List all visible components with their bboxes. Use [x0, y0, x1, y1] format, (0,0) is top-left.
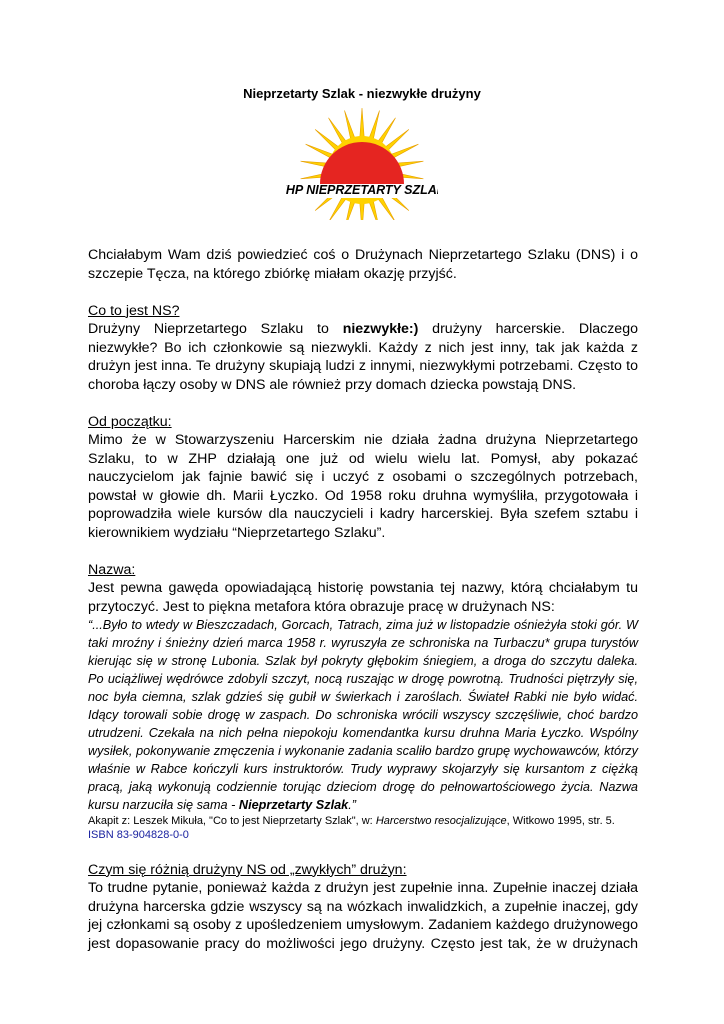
sun-ray	[360, 108, 365, 140]
text-fragment: drużyny harcerskie. Dlaczego niezwykłe? Bo ich członkowie są niezwykli. Każdy z nich jest inny, tak jak każda z drużyn jest inna. Te drużyny skupiają ludzi z innymi, niezwykłymi potrzebami. Często to choroba łączy osoby w DNS ale również przy domach dziecka powstają DNS.	[88, 321, 638, 393]
quote-text: “...Było to wtedy w Bieszczadach, Gorcach, Tatrach, zima już w listopadzie ośnieżyła stoki gór. W taki mroźny i śnieżny dzień marca 1958 r. wyruszyła ze schroniska na Turbaczu* grupa turystów kierując się w stronę Lubonia. Szlak był pokryty głębokim śniegiem, a droga do szczytu daleka. Po uciążliwej wędrówce zdobyli szczyt, nocą ruszając w drogę powrotną. Trudności piętrzyły się, noc była ciemna, szlak gdzieś się gubił w świerkach i zaroślach. Świateł Rabki nie było widać. Idący torowali sobie drogę w zaspach. Do schroniska wrócili wszyscy szczęśliwie, choć bardzo utrudzeni. Czekała na nich pełna niepokoju komendantka kursu druhna Maria Łyczko. Wspólny wysiłek, pokonywanie zmęczenia i wykonanie zadania scaliło bardzo grupę wychowawców, którzy właśnie w Rabce kończyli kurs instruktorów. Trudy wyprawy skojarzyły się kursantom z ciężką pracą, jaką wykonują codziennie torując dzieciom drogę do pełnowartościowego życia. Nazwa kursu narzuciła się sama -	[88, 618, 638, 812]
document-body	[88, 246, 638, 953]
red-sun-disc	[320, 142, 404, 184]
section-name-text: Jest pewna gawęda opowiadającą historię powstania tej nazwy, którą chciałabym tu przytoczyć. Jest to piękna metafora która obrazuje pracę w drużynach NS:	[88, 580, 638, 615]
citation-source: Harcerstwo resocjalizujące	[375, 815, 507, 827]
zhp-nieprzetarty-szlak-logo	[286, 106, 438, 220]
bold-fragment: niezwykłe:)	[342, 321, 419, 337]
isbn-link[interactable]: ISBN 83-904828-0-0	[88, 829, 189, 841]
quote-end: .”	[348, 798, 356, 812]
section-what-is-ns-text	[88, 320, 638, 394]
intro-paragraph: Chciałabym Wam dziś powiedzieć coś o Drużynach Nieprzetartego Szlaku (DNS) i o szczepie Tęcza, na którego zbiórkę miałam okazję przyjść.	[88, 247, 638, 282]
logo-text: ZHP NIEPRZETARTY SZLAK	[286, 183, 438, 197]
section-from-beginning-text: Mimo że w Stowarzyszeniu Harcerskim nie działa żadna drużyna Nieprzetartego Szlaku, to w ZHP działają one już od wielu wielu lat. Pomysł, aby pokazać nauczycielom jak fajnie bawić się i uczyć z osobami o szczególnych potrzebach, powstał w głowie dh. Marii Łyczko. Od 1958 roku druhna wymyśliła, przygotowała i poprowadziła wiele kursów dla nauczycieli i kadry harcerskiej. Była szefem sztabu i kierownikiem wydziału “Nieprzetartego Szlaku”.	[88, 432, 638, 541]
citation-prefix: Akapit z: Leszek Mikuła, "Co to jest Nieprzetarty Szlak", w:	[88, 815, 376, 827]
text-fragment: Drużyny Nieprzetartego Szlaku to	[88, 321, 343, 337]
section-heading-what-is-ns: Co to jest NS?	[88, 302, 180, 319]
section-heading-name: Nazwa:	[88, 561, 136, 578]
story-quote	[88, 616, 638, 814]
section-heading-differences: Czym się różnią drużyny NS od „zwykłych” drużyn:	[88, 861, 407, 878]
citation	[88, 814, 638, 828]
section-differences-text: To trudne pytanie, ponieważ każda z drużyn jest zupełnie inna. Zupełnie inaczej działa drużyna harcerska gdzie wszyscy są na wózkach inwalidzkich, a zupełnie inaczej, gdy jej członkami są osoby z upośledzeniem umysłowym. Zadaniem każdego drużynowego jest dopasowanie pracy do możliwości jego drużyny. Często jest tak, że w drużynach	[88, 880, 638, 952]
citation-suffix: , Witkowo 1995, str. 5.	[506, 815, 615, 827]
document-title: Nieprzetarty Szlak - niezwykłe drużyny	[243, 86, 481, 101]
section-heading-from-beginning: Od początku:	[88, 413, 172, 430]
sun-logo-icon	[286, 106, 438, 220]
quote-bold: Nieprzetarty Szlak	[238, 798, 349, 812]
